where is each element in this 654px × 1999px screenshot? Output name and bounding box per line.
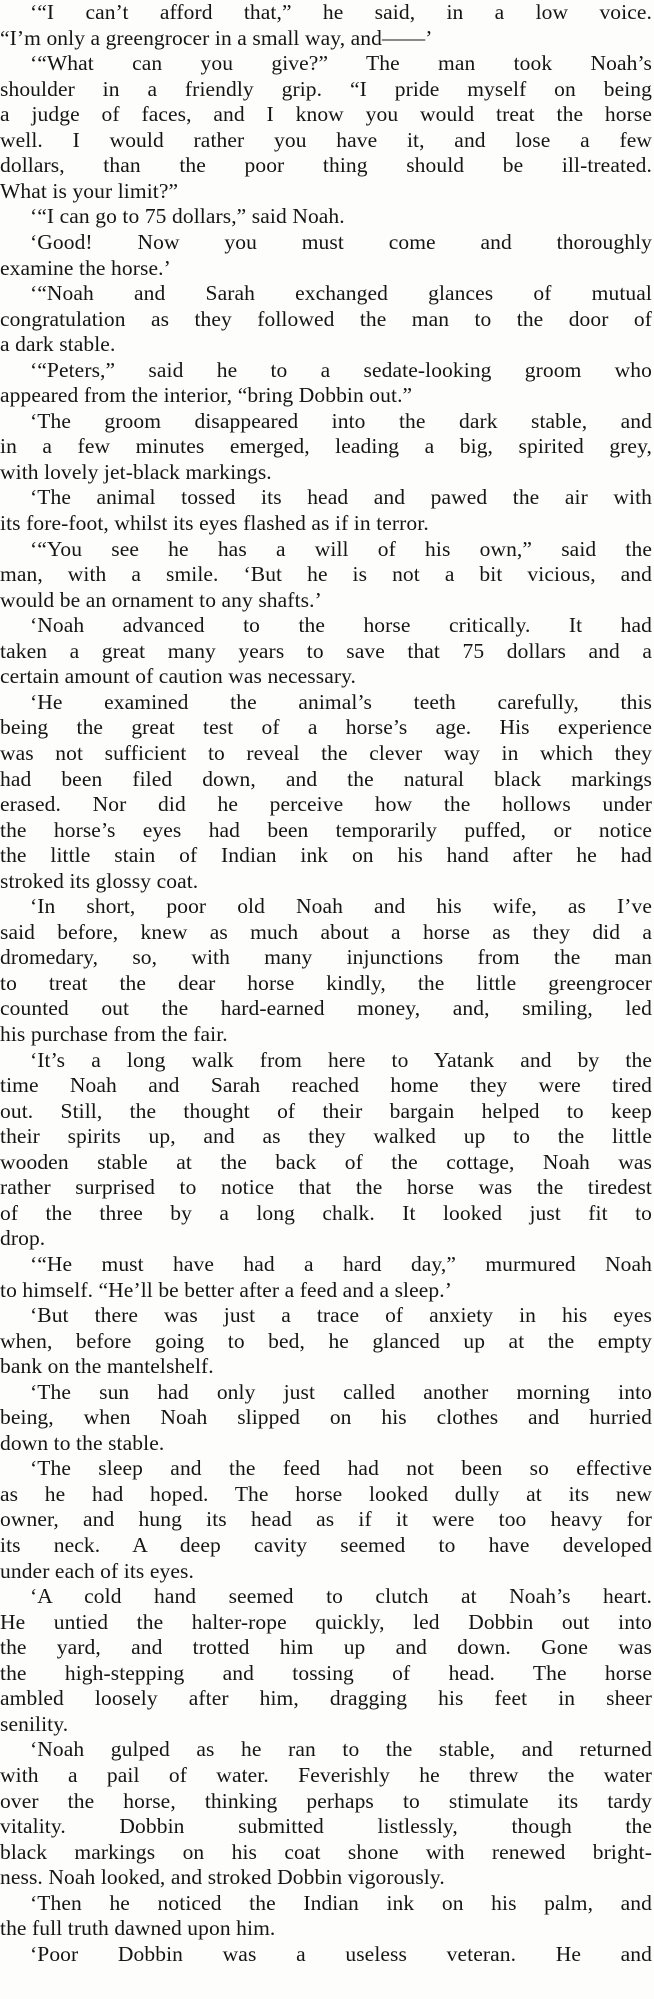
- article-line: wooden stable at the back of the cottage, Noah was: [0, 1149, 652, 1174]
- article-line: erased. Nor did he perceive how the hollows under: [0, 792, 652, 817]
- article-line: ‘But there was just a trace of anxiety in his eyes: [30, 1303, 652, 1328]
- article-line: to treat the dear horse kindly, the little greengrocer: [0, 970, 652, 995]
- article-line: the yard, and trotted him up and down. Gone was: [0, 1635, 652, 1660]
- article-line: ‘The animal tossed its head and pawed the air with: [30, 485, 652, 510]
- article-line: a judge of faces, and I know you would treat the horse: [0, 102, 652, 127]
- article-line: would be an ornament to any shafts.’: [0, 587, 322, 612]
- article-line: counted out the hard-earned money, and, smiling, led: [0, 996, 652, 1021]
- article-line: ‘“Peters,” said he to a sedate-looking groom who: [30, 357, 652, 382]
- article-line: its fore-foot, whilst its eyes flashed as if in terror.: [0, 511, 429, 535]
- article-line: the high-stepping and tossing of head. The horse: [0, 1660, 652, 1685]
- article-line: dollars, than the poor thing should be ill-treated.: [0, 153, 652, 178]
- article-line: black markings on his coat shone with renewed bright-: [0, 1839, 652, 1864]
- article-line: ‘“What can you give?” The man took Noah’s: [30, 51, 652, 76]
- article-line: He untied the halter-rope quickly, led Dobbin out into: [0, 1609, 652, 1634]
- article-line: appeared from the interior, “bring Dobbin out.”: [0, 383, 413, 408]
- article-line: as he had hoped. The horse looked dully at its new: [0, 1481, 652, 1506]
- article-line: being the great test of a horse’s age. His experience: [0, 715, 652, 740]
- article-line: ness. Noah looked, and stroked Dobbin vigorously.: [0, 1865, 445, 1890]
- article-line: ‘“I can go to 75 dollars,” said Noah.: [30, 204, 345, 229]
- article-line: being, when Noah slipped on his clothes and hurried: [0, 1405, 652, 1430]
- article-line: a dark stable.: [0, 332, 116, 357]
- article-line: the full truth dawned upon him.: [0, 1916, 276, 1941]
- article-line: time Noah and Sarah reached home they were tired: [0, 1073, 652, 1098]
- article-line: down to the stable.: [0, 1430, 165, 1455]
- article-line: ambled loosely after him, dragging his feet in sheer: [0, 1686, 652, 1711]
- article-line: ‘Poor Dobbin was a useless veteran. He and: [30, 1941, 652, 1966]
- article-line: examine the horse.’: [0, 255, 171, 280]
- article-line: “I’m only a greengrocer in a small way, and——’: [0, 25, 433, 50]
- article-line: senility.: [0, 1711, 69, 1736]
- article-line: under each of its eyes.: [0, 1558, 194, 1583]
- article-line: ‘The groom disappeared into the dark stable, and: [30, 408, 652, 433]
- article-line: certain amount of caution was necessary.: [0, 664, 357, 689]
- article-line: vitality. Dobbin submitted listlessly, though the: [0, 1814, 652, 1839]
- article-line: the little stain of Indian ink on his hand after he had: [0, 843, 652, 868]
- article-line: ‘Good! Now you must come and thoroughly: [30, 229, 652, 254]
- article-line: taken a great many years to save that 75 dollars and a: [0, 638, 652, 663]
- article-line: their spirits up, and as they walked up to the little: [0, 1124, 652, 1149]
- article-line: bank on the mantelshelf.: [0, 1354, 214, 1379]
- article-line: out. Still, the thought of their bargain helped to keep: [0, 1098, 652, 1123]
- article-line: over the horse, thinking perhaps to stimulate its tardy: [0, 1788, 652, 1813]
- article-line: stroked its glossy coat.: [0, 868, 199, 893]
- article-line: owner, and hung its head as if it were too heavy for: [0, 1507, 652, 1532]
- article-line: was not sufficient to reveal the clever way in which they: [0, 740, 652, 765]
- article-line: of the three by a long chalk. It looked just fit to: [0, 1200, 652, 1225]
- article-line: ‘“You see he has a will of his own,” said the: [30, 536, 652, 561]
- article-line: ‘The sun had only just called another morning into: [30, 1379, 652, 1404]
- article-line: ‘A cold hand seemed to clutch at Noah’s heart.: [30, 1584, 652, 1609]
- article-line: when, before going to bed, he glanced up at the empty: [0, 1328, 652, 1353]
- article-line: rather surprised to notice that the horse was the tiredest: [0, 1175, 652, 1200]
- article-line: man, with a smile. ‘But he is not a bit vicious, and: [0, 562, 652, 587]
- article-line: the horse’s eyes had been temporarily puffed, or notice: [0, 817, 652, 842]
- article-line: ‘Noah advanced to the horse critically. It had: [30, 613, 652, 638]
- article-line: said before, knew as much about a horse as they did a: [0, 919, 652, 944]
- article-line: ‘He examined the animal’s teeth carefully, this: [30, 689, 652, 714]
- article-line: drop.: [0, 1226, 46, 1251]
- article-line: dromedary, so, with many injunctions from the man: [0, 945, 652, 970]
- article-line: ‘In short, poor old Noah and his wife, as I’ve: [30, 894, 652, 919]
- article-line: ‘“I can’t afford that,” he said, in a low voice.: [30, 0, 652, 24]
- article-line: shoulder in a friendly grip. “I pride myself on being: [0, 76, 652, 101]
- article-line: ‘Noah gulped as he ran to the stable, and returned: [30, 1737, 652, 1762]
- article-line: ‘Then he noticed the Indian ink on his palm, and: [30, 1890, 652, 1915]
- article-line: with a pail of water. Feverishly he threw the water: [0, 1762, 652, 1787]
- article-line: with lovely jet-black markings.: [0, 459, 272, 484]
- article-line: his purchase from the fair.: [0, 1022, 228, 1046]
- article-line: congratulation as they followed the man to the door of: [0, 306, 652, 331]
- article-line: What is your limit?”: [0, 178, 179, 203]
- article-line: to himself. “He’ll be better after a feed and a sleep.’: [0, 1277, 453, 1302]
- article-line: ‘The sleep and the feed had not been so effective: [30, 1456, 652, 1481]
- article-line: ‘“Noah and Sarah exchanged glances of mutual: [30, 281, 652, 306]
- article-line: ‘It’s a long walk from here to Yatank and by the: [30, 1047, 652, 1072]
- article-line: well. I would rather you have it, and lose a few: [0, 127, 652, 152]
- article-line: in a few minutes emerged, leading a big, spirited grey,: [0, 434, 652, 459]
- article-line: its neck. A deep cavity seemed to have developed: [0, 1533, 652, 1557]
- article-line: ‘“He must have had a hard day,” murmured Noah: [30, 1251, 652, 1276]
- article-line: had been filed down, and the natural black markings: [0, 766, 652, 791]
